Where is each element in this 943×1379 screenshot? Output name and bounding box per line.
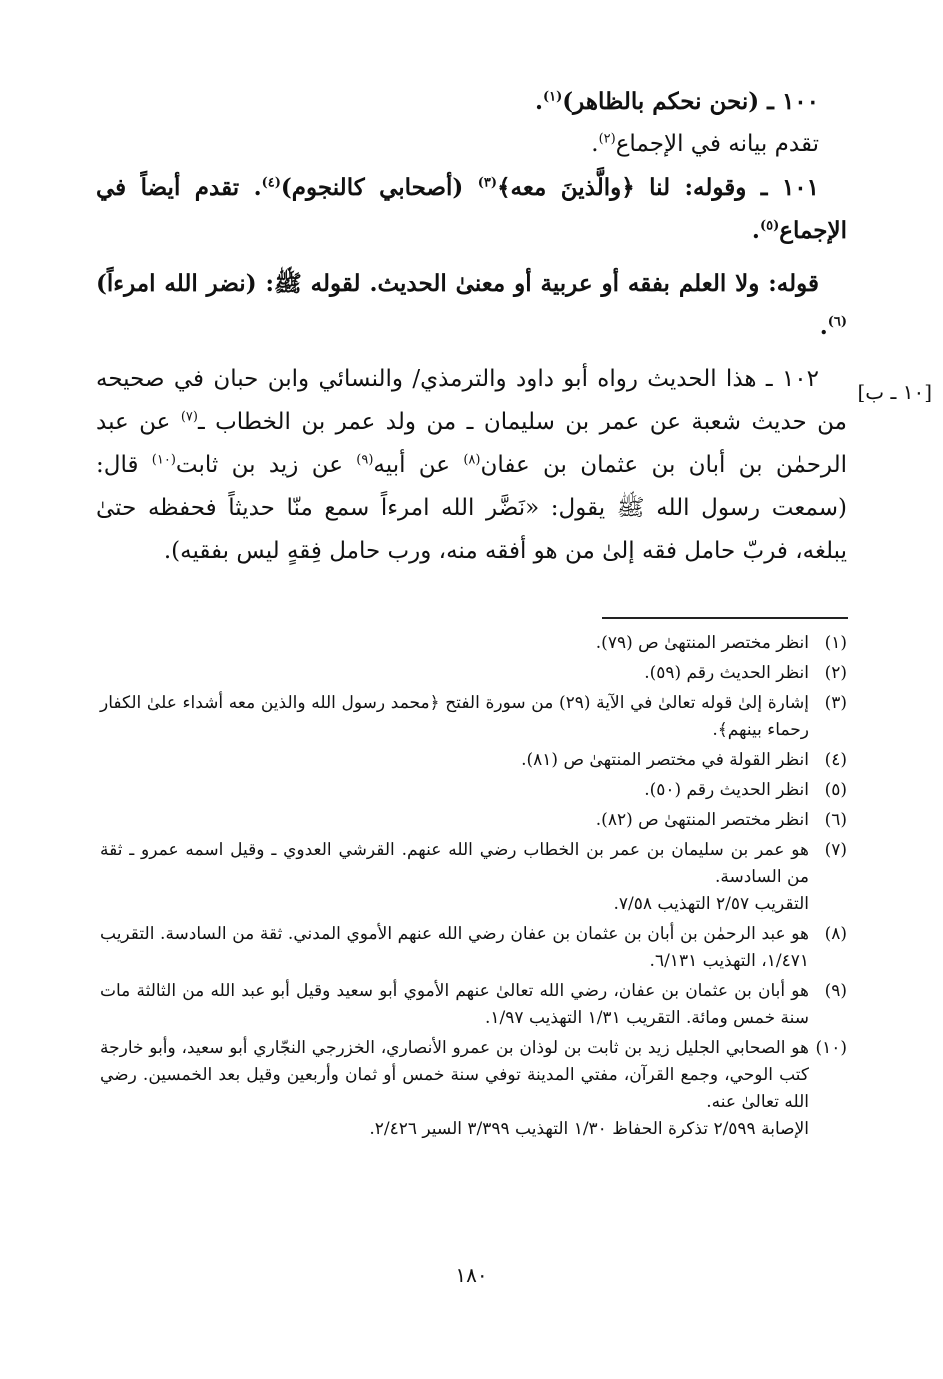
- footnote-ref-10[interactable]: (١٠): [151, 452, 176, 468]
- footnotes: [100, 630, 847, 1146]
- footnote-item: [100, 660, 847, 687]
- manuscript-folio-marker: [١٠ ـ ب]: [857, 380, 932, 404]
- footnote-line: انظر القولة في مختصر المنتهىٰ ص (٨١).: [521, 750, 809, 770]
- footnote-item: [100, 777, 847, 804]
- footnote-ref-8[interactable]: (٨): [463, 452, 481, 468]
- footnote-text: [100, 747, 809, 774]
- footnote-item: [100, 690, 847, 744]
- footnote-number: (٧): [824, 840, 847, 860]
- footnote-text: [100, 630, 809, 657]
- footnote-item: [100, 978, 847, 1032]
- footnote-line: انظر مختصر المنتهىٰ ص (٨٢).: [595, 810, 809, 830]
- footnote-number: (٤): [824, 750, 847, 770]
- footnote-number: (٥): [824, 780, 847, 800]
- paragraph-101: ١٠١ ـ وقوله: لنا ﴿والَّذينَ معه﴾$^{(٣)}$ (أصحابي كالنجوم)$^{(٤)}$. تقدم أيضاً في الإجماع$^{(٥)}$.: [96, 174, 847, 244]
- footnote-ref-9[interactable]: (٩): [356, 452, 374, 468]
- footnote-separator: [602, 617, 848, 619]
- paragraph-100: ١٠٠ ـ (نحن نحكم بالظاهر)$^{(١)}$.: [534, 88, 819, 115]
- footnote-ref-1[interactable]: (١): [542, 89, 563, 105]
- footnote-number: (٢): [824, 663, 847, 683]
- footnote-item: [100, 837, 847, 918]
- footnote-text: [100, 777, 809, 804]
- footnote-number: (٣): [824, 693, 847, 713]
- footnote-text: [100, 807, 809, 834]
- footnote-line: التقريب ٢/٥٧ التهذيب ٧/٥٨.: [613, 894, 809, 914]
- footnote-line: انظر الحديث رقم (٥٠).: [644, 780, 809, 800]
- footnote-number: (٩): [824, 981, 847, 1001]
- page-number: ١٨٠: [455, 1263, 488, 1287]
- footnote-line: إشارة إلىٰ قوله تعالىٰ في الآية (٢٩) من سورة الفتح ﴿محمد رسول الله والذين معه أشداء علىٰ الكفار رحماء بينهم﴾.: [100, 693, 809, 740]
- footnote-ref-6[interactable]: (٦): [827, 314, 847, 330]
- footnote-item: [100, 921, 847, 975]
- footnote-line: انظر الحديث رقم (٥٩).: [644, 663, 809, 683]
- footnote-text: [100, 1035, 809, 1143]
- paragraph-100-note: تقدم بيانه في الإجماع$^{(٢)}$.: [591, 131, 819, 157]
- footnote-text: [100, 660, 809, 687]
- footnote-number: (١٠): [815, 1038, 847, 1058]
- footnote-text: [100, 921, 809, 975]
- footnote-text: [100, 978, 809, 1032]
- footnote-ref-3[interactable]: (٣): [477, 175, 498, 191]
- footnote-line: هو عبد الرحمٰن بن أبان بن عثمان بن عفان رضي الله عنهم الأموي المدني. ثقة من السادسة. التقريب ١/٤٧١، التهذيب ٦/١٣١.: [100, 924, 809, 971]
- footnote-ref-4[interactable]: (٤): [261, 175, 281, 191]
- footnote-item: [100, 1035, 847, 1143]
- footnote-item: [100, 747, 847, 774]
- footnote-ref-2[interactable]: (٢): [598, 131, 616, 147]
- footnote-number: (٨): [824, 924, 847, 944]
- paragraph-102: ١٠٢ ـ هذا الحديث رواه أبو داود والترمذي/ والنسائي وابن حبان في صحيحه من حديث شعبة عن عمر بن سليمان ـ من ولد عمر بن الخطاب ـ$^{(٧)}$ عن عبد الرحمٰن بن أبان بن عثمان بن عفان$^{(٨)}$ عن أبيه$^{(٩)}$ عن زيد بن ثابت$^{(١٠)}$ قال: (سمعت رسول الله ﷺ يقول: «نَضَّر الله امرءاً سمع منّا حديثاً فحفظه حتىٰ يبلغه، فربّ حامل فقه إلىٰ من هو أفقه منه، ورب حامل فِقهٍ ليس بفقيه).: [96, 366, 848, 564]
- footnote-text: [100, 837, 809, 918]
- footnote-text: [100, 690, 809, 744]
- footnote-number: (١): [824, 633, 847, 653]
- footnote-ref-5[interactable]: (٥): [759, 218, 780, 234]
- paragraph-qawl: قوله: ولا العلم بفقه أو عربية أو معنىٰ الحديث. لقوله ﷺ: (نضر الله امرءاً)$^{(٦)}$.: [96, 270, 847, 340]
- footnote-line: هو عمر بن سليمان بن عمر بن الخطاب رضي الله عنهم. القرشي العدوي ـ وقيل اسمه عمرو ـ ثقة من السادسة.: [100, 840, 809, 887]
- main-text: [96, 80, 847, 573]
- footnote-number: (٦): [824, 810, 847, 830]
- footnote-line: انظر مختصر المنتهىٰ ص (٧٩).: [595, 633, 809, 653]
- footnote-item: [100, 630, 847, 657]
- footnote-item: [100, 807, 847, 834]
- footnote-line: هو أبان بن عثمان بن عفان، رضي الله تعالىٰ عنهم الأموي أبو سعيد وقيل أبو عبد الله من الثالثة مات سنة خمس ومائة. التقريب ١/٣١ التهذيب ١/٩٧.: [100, 981, 809, 1028]
- footnote-line: هو الصحابي الجليل زيد بن ثابت بن لوذان بن عمرو الأنصاري، الخزرجي النجّاري أبو سعيد، وأبو خارجة كتب الوحي، وجمع القرآن، مفتي المدينة توفي سنة خمس أو ثمان وأربعين وقيل بعد الخمسين. رضي الله تعالىٰ عنه.: [100, 1038, 809, 1112]
- footnote-ref-7[interactable]: (٧): [180, 409, 198, 425]
- footnote-line: الإصابة ٢/٥٩٩ تذكرة الحفاظ ١/٣٠ التهذيب ٣/٣٩٩ السير ٢/٤٢٦.: [369, 1119, 809, 1139]
